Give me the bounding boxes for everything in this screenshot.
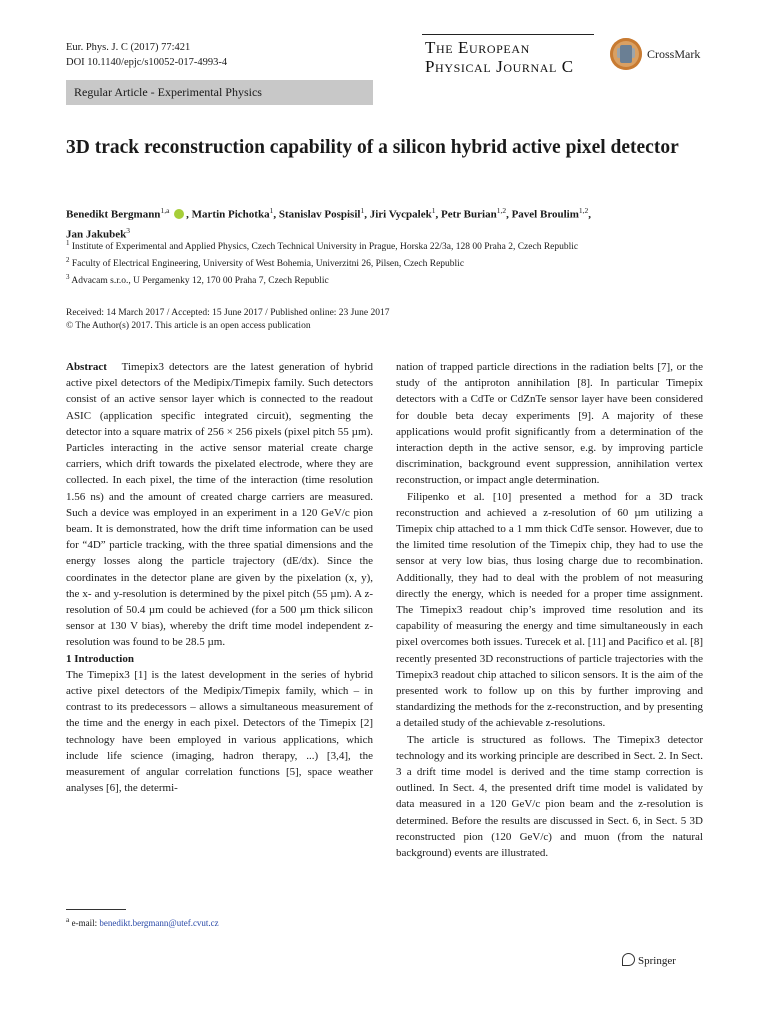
springer-horse-icon: [622, 953, 635, 966]
publisher-name: Springer: [638, 955, 676, 967]
intro-paragraph-3: The article is structured as follows. The Timepix3 detector technology and its working principle are described in Sect. 2. In Sect. 3 a drift time model is derived and the time stamp correction is outlined. In Sect. 4, the presented drift time model is validated by data measured in a 120 GeV/c pion beam and the z-resolution is determined. Before the results are discussed in Sect. 6, in Sect. 5 3D reconstructed pion (120 GeV/c) and muon (from the natural background) events are illustrated.: [396, 733, 703, 860]
author-name: Jiri Vycpalek: [369, 208, 432, 221]
author-affil-sup: 3: [126, 225, 130, 235]
crossmark-badge[interactable]: [610, 38, 730, 76]
doi: DOI 10.1140/epjc/s10052-017-4993-4: [66, 57, 228, 68]
journal-title-rule: [422, 34, 594, 35]
crossmark-label: CrossMark: [647, 47, 701, 61]
abstract-label: Abstract: [66, 361, 107, 373]
author-affil-sup: 1,a: [160, 206, 170, 215]
author-name: Pavel Broulim: [511, 208, 579, 221]
abstract: [66, 359, 373, 651]
publisher-mark: [622, 953, 676, 968]
author-name: Stanislav Pospisil: [278, 208, 361, 221]
crossmark-icon: [610, 38, 642, 70]
author-name: Martin Pichotka: [191, 208, 270, 221]
affiliation-item: $^2$ Faculty of Electrical Engineering, University of West Bohemia, Univerzitni 26, Pilsen, Czech Republic: [66, 256, 465, 270]
author-affil-sup: 1: [360, 206, 365, 215]
journal-name: [425, 38, 574, 76]
section-heading-introduction: 1 Introduction: [66, 652, 134, 665]
intro-paragraph-1: The Timepix3 [1] is the latest development in the series of hybrid active pixel detectors of the Medipix/Timepix family, which – in contrast to its predecessors – allows a simultaneous measurement of the time and the energy in each pixel. Detectors of the Timepix [2] technology have been employed in various applications, which include life science (imaging, hadron therapy, ...) [3,4], the measurement of angular correlation functions [5], space weather analyses [6], the determi-: [66, 668, 373, 795]
author-name: Benedikt Bergmann: [66, 208, 161, 221]
author-affil-sup: 1,2: [578, 206, 589, 215]
author-email-link[interactable]: benedikt.bergmann@utef.cvut.cz: [99, 918, 219, 928]
footnote-label: e-mail:: [71, 918, 98, 928]
author-list: Benedikt Bergmann$^{1,a}$ , Martin Pichotka$^1$, Stanislav Pospisil$^1$, Jiri Vycpalek$^1$, Petr Burian$^{1,2}$, Pavel Broulim$^{1,2}$, Jan Jakubek$^3$: [66, 206, 592, 241]
copyright-notice: © The Author(s) 2017. This article is an open access publication: [66, 321, 311, 331]
footnote-mark: a: [66, 915, 70, 924]
journal-name-line1: The European: [425, 38, 530, 57]
intro-paragraph-2: Filipenko et al. [10] presented a method for a 3D track reconstruction and achieved a z-resolution of 60 µm utilizing a Timepix chip attached to a 1 mm thick CdTe sensor. However, due to the limited time resolution of the Timepix chip, they had to use the sensor at very low bias, thus losing charge due to recombination. Additionally, they had to deal with the problem of not measuring directly the energy, which is needed for a proper time assignment. The Timepix3 readout chip’s improved time resolution and its capability of measuring the energy and time simultaneously in each pixel overcomes both issues. Turecek et al. [11] and Pacifico et al. [8] recently presented 3D reconstructions of particle trajectories with the Timepix3 readout chip attached to silicon sensors. It is the aim of the presented work to follow up on this by further improving and standardizing the methods for the z-reconstruction, and by presenting a detailed study of the achievable z-resolutions.: [396, 490, 703, 730]
affiliation-item: $^3$ Advacam s.r.o., U Pergamenky 12, 170 00 Praha 7, Czech Republic: [66, 273, 329, 287]
intro-paragraph-1-continued: nation of trapped particle directions in the radiation belts [7], or the study of the antiproton annihilation [8]. In particular Timepix detectors with a CdTe or CdZnTe sensor layer have been considered for double beta decay experiments [9]. A majority of these applications would profit significantly from a determination of the interaction depth in the active sensor, e.g. by improving particle discrimination, background event suppression, annihilation vertex reconstruction, or impact angle determination.: [396, 361, 703, 487]
author-affil-sup: 1: [431, 206, 436, 215]
right-column: [396, 359, 703, 861]
author-affil-sup: 1,2: [496, 206, 507, 215]
article-type: Regular Article - Experimental Physics: [74, 85, 262, 99]
journal-name-line2: Physical Journal C: [425, 57, 574, 76]
article-type-band: [66, 80, 373, 105]
left-column: [66, 359, 373, 796]
journal-citation: Eur. Phys. J. C (2017) 77:421: [66, 42, 191, 53]
affiliation-item: $^1$ Institute of Experimental and Applied Physics, Czech Technical University in Prague, Horska 22/3a, 128 00 Praha 2, Czech Republic: [66, 239, 579, 253]
author-affil-sup: 1: [269, 206, 274, 215]
abstract-text: Timepix3 detectors are the latest generation of hybrid active pixel detectors of the Medipix/Timepix family. Such detectors consist of an active sensor layer which is connected to the readout ASIC (application specific integrated circuit), segmenting the detector into a square matrix of 256 × 256 pixels (pixel pitch 55 µm). Particles interacting in the active sensor material create charge carriers, which drift towards the pixelated electrode, where they are collected. In each pixel, the time of the interaction (time resolution 1.56 ns) and the amount of created charge carriers are measured. Such a device was employed in an experiment in a 120 GeV/c pion beam. It is demonstrated, how the drift time information can be used for “4D” particle tracking, with the three spatial dimensions and the energy losses along the particle trajectory (dE/dx). Since the coordinates in the detector plane are given by the pixelation (x, y), the x- and y-resolution is determined by the pixel pitch (55 µm). A z-resolution of 50.4 µm could be achieved (for a 500 µm thick silicon sensor at 130 V bias), whereby the drift time model independent z-resolution was found to be 28.5 µm.: [66, 361, 373, 649]
publication-dates: [66, 307, 706, 333]
footnote: [66, 914, 219, 929]
received-accepted-published: Received: 14 March 2017 / Accepted: 15 June 2017 / Published online: 23 June 2017: [66, 308, 390, 318]
journal-reference: [66, 40, 227, 70]
author-name: Petr Burian: [440, 208, 497, 221]
affiliations: [66, 237, 706, 288]
article-title: 3D track reconstruction capability of a silicon hybrid active pixel detector: [66, 137, 679, 158]
author-name: Jan Jakubek: [66, 228, 127, 241]
footnote-rule: [66, 909, 126, 910]
orcid-icon[interactable]: [174, 209, 184, 219]
